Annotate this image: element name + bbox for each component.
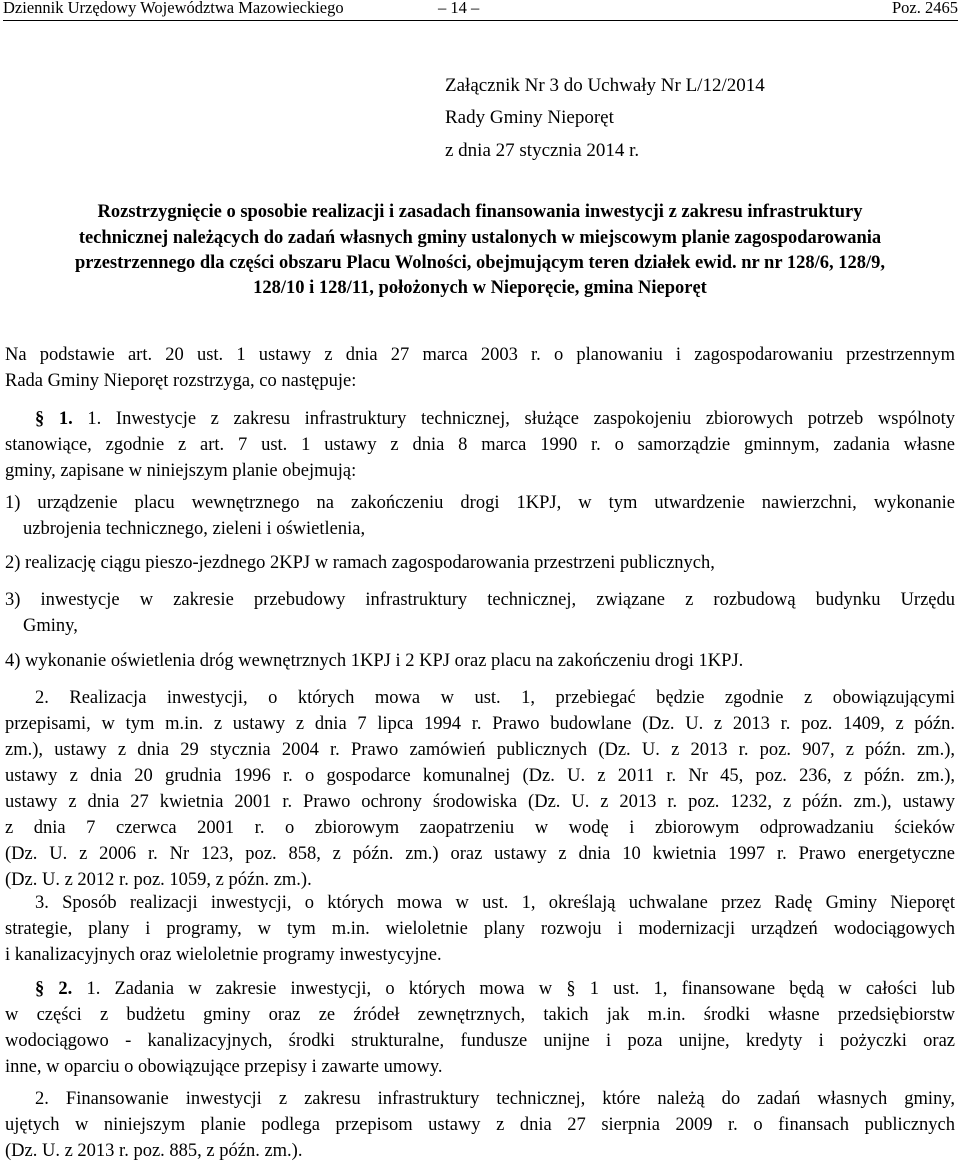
preamble-line-2: Rada Gminy Nieporęt rozstrzyga, co następuje: (5, 371, 357, 391)
list-item-3: 3) inwestycje w zakresie przebudowy infrastruktury technicznej, związane z rozbudową budynku Urzędu Gminy, (5, 590, 955, 636)
section-2-mark: § 2. (35, 979, 73, 999)
list-item-2: 2) realizację ciągu pieszo-jezdnego 2KPJ w ramach zagospodarowania przestrzeni publicznych, (5, 553, 715, 573)
section-1-paragraph-1: § 1. 1. Inwestycje z zakresu infrastruktury technicznej, służące zaspokojeniu zbiorowych potrzeb wspólnoty stanowiące, zgodnie z art. 7 ust. 1 ustawy z dnia 8 marca 1990 r. o samorządzie gminnym, zadania własne gminy, zapisane w niniejszym planie obejmują: (5, 409, 955, 481)
list-item-1: 1) urządzenie placu wewnętrznego na zakończeniu drogi 1KPJ, w tym utwardzenie nawierzchni, wykonanie uzbrojenia technicznego, zieleni i oświetlenia, (5, 493, 955, 539)
page-number: – 14 – (438, 0, 480, 17)
annex-line-2: Rady Gminy Nieporęt (445, 107, 614, 128)
section-2-paragraph-2: 2. Finansowanie inwestycji z zakresu infrastruktury technicznej, które należą do zadań własnych gminy, ujętych w niniejszym planie podlega przepisom ustawy z dnia 27 sierpnia 2009 r. o finansach publicznych (Dz. U. z 2013 r. poz. 885, z późn. zm.). (5, 1089, 955, 1161)
section-1-mark: § 1. (35, 409, 73, 429)
position-number: Poz. 2465 (892, 0, 958, 17)
list-item-4: 4) wykonanie oświetlenia dróg wewnętrznych 1KPJ i 2 KPJ oraz placu na zakończeniu drogi 1KPJ. (5, 651, 744, 671)
page-header (3, 0, 958, 21)
annex-line-1: Załącznik Nr 3 do Uchwały Nr L/12/2014 (445, 75, 765, 96)
title-line-4: 128/10 i 128/11, położonych w Nieporęcie, gmina Nieporęt (253, 278, 707, 298)
preamble-line-1: Na podstawie art. 20 ust. 1 ustawy z dnia 27 marca 2003 r. o planowaniu i zagospodarowaniu przestrzennym (5, 345, 955, 365)
header-rule (3, 20, 958, 21)
journal-name: Dziennik Urzędowy Województwa Mazowieckiego (3, 0, 344, 17)
section-1-paragraph-3: 3. Sposób realizacji inwestycji, o których mowa w ust. 1, określają uchwalane przez Radę Gminy Nieporęt strategie, plany i programy, w tym m.in. wieloletnie plany rozwoju i modernizacji urządzeń wodociągowych i kanalizacyjnych oraz wieloletnie programy inwestycyjne. (5, 893, 955, 965)
title-line-2: technicznej należących do zadań własnych gminy ustalonych w miejscowym planie zagospodarowania (78, 228, 882, 248)
title-line-3: przestrzennego dla części obszaru Placu Wolności, obejmującym teren działek ewid. nr nr 128/6, 128/9, (75, 253, 885, 273)
section-2-paragraph-1: § 2. 1. Zadania w zakresie inwestycji, o których mowa w § 1 ust. 1, finansowane będą w całości lub w części z budżetu gminy oraz ze źródeł zewnętrznych, takich jak m.in. środki własne przedsiębiorstw wodociągowo - kanalizacyjnych, środki strukturalne, fundusze unijne i poza unijne, kredyty i pożyczki oraz inne, w oparciu o obowiązujące przepisy i zawarte umowy. (5, 979, 955, 1077)
annex-line-3: z dnia 27 stycznia 2014 r. (445, 140, 640, 161)
section-1-paragraph-2: 2. Realizacja inwestycji, o których mowa w ust. 1, przebiegać będzie zgodnie z obowiązującymi przepisami, w tym m.in. z ustawy z dnia 7 lipca 1994 r. Prawo budowlane (Dz. U. z 2013 r. poz. 1409, z późn. zm.), ustawy z dnia 29 stycznia 2004 r. Prawo zamówień publicznych (Dz. U. z 2013 r. poz. 907, z późn. zm.), ustawy z dnia 20 grudnia 1996 r. o gospodarce komunalnej (Dz. U. z 2011 r. Nr 45, poz. 236, z późn. zm.), ustawy z dnia 27 kwietnia 2001 r. Prawo ochrony środowiska (Dz. U. z 2013 r. poz. 1232, z późn. zm.), ustawy z dnia 7 czerwca 2001 r. o zbiorowym zaopatrzeniu w wodę i zbiorowym odprowadzaniu ścieków (Dz. U. z 2006 r. Nr 123, poz. 858, z późn. zm.) oraz ustawy z dnia 10 kwietnia 1997 r. Prawo energetyczne (Dz. U. z 2012 r. poz. 1059, z późn. zm.). (5, 688, 955, 890)
preamble (5, 342, 955, 394)
title-line-1: Rozstrzygnięcie o sposobie realizacji i zasadach finansowania inwestycji z zakresu infrastruktury (97, 202, 863, 222)
